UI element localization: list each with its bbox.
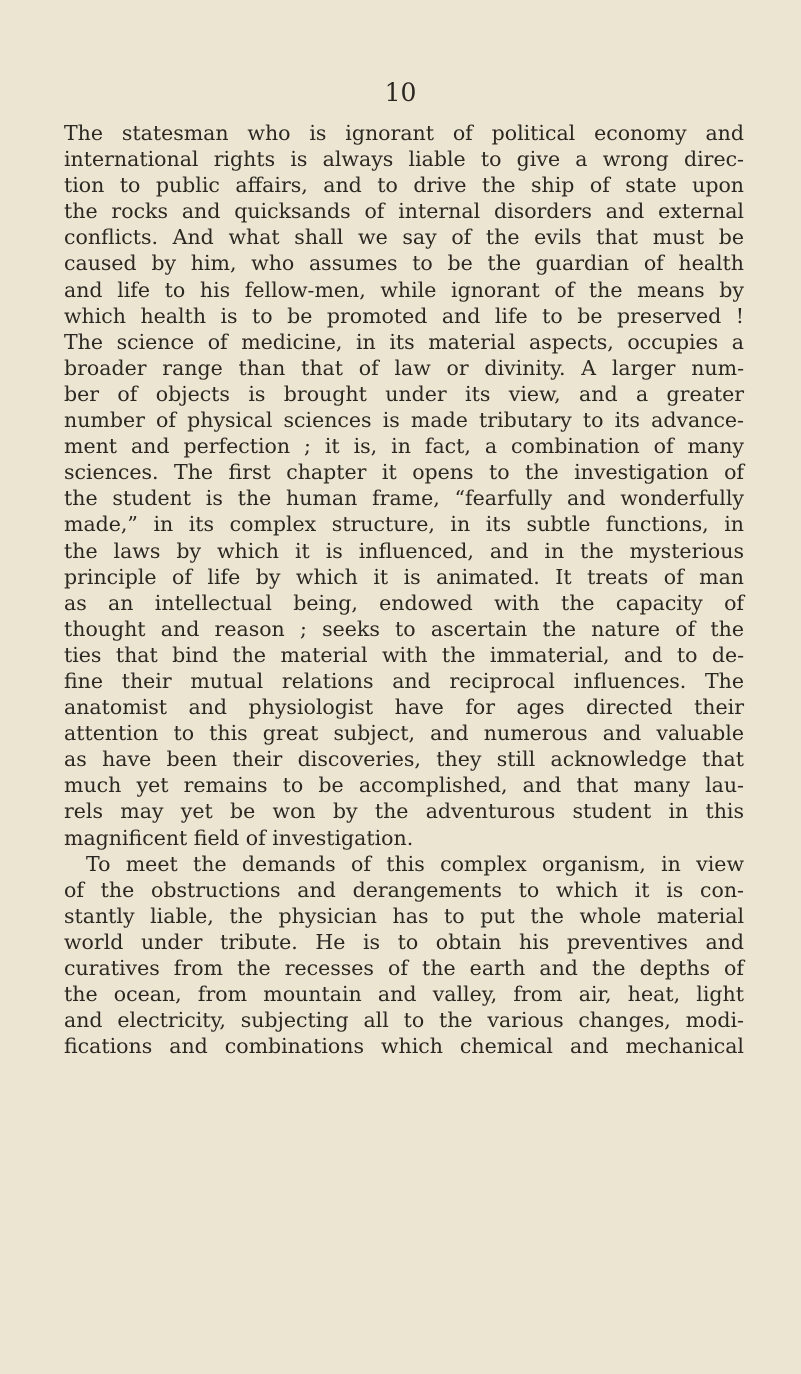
text-line: rels may yet be won by the adventurous student in this <box>64 799 744 824</box>
text-line: caused by him, who assumes to be the guardian of health <box>64 251 744 276</box>
paragraph <box>64 120 744 851</box>
text-line: curatives from the recesses of the earth and the depths of <box>64 956 744 980</box>
body-text <box>64 120 744 1059</box>
text-line: and life to his fellow-men, while ignorant of the means by <box>64 277 744 302</box>
text-line: tion to public affairs, and to drive the ship of state upon <box>64 173 744 198</box>
text-line: The science of medicine, in its material aspects, occupies a <box>64 329 744 354</box>
text-line: The statesman who is ignorant of political economy and <box>64 121 744 145</box>
text-line: much yet remains to be accomplished, and that many lau- <box>64 773 744 798</box>
text-line: world under tribute. He is to obtain his preventives and <box>64 929 744 954</box>
text-line: fications and combinations which chemical and mechanical <box>64 1034 744 1059</box>
text-line: of the obstructions and derangements to which it is con- <box>64 877 744 902</box>
text-line: the laws by which it is influenced, and in the mysterious <box>64 538 744 563</box>
text-line: as have been their discoveries, they still acknowledge that <box>64 747 744 772</box>
text-line: made,” in its complex structure, in its subtle functions, in <box>64 512 744 537</box>
text-line: international rights is always liable to give a wrong direc- <box>64 147 744 172</box>
text-line: stantly liable, the physician has to put the whole material <box>64 903 744 928</box>
text-line: ties that bind the material with the immaterial, and to de- <box>64 642 744 667</box>
text-line: anatomist and physiologist have for ages directed their <box>64 695 744 720</box>
text-line: conflicts. And what shall we say of the evils that must be <box>64 225 744 250</box>
text-line: ber of objects is brought under its view, and a greater <box>64 381 744 406</box>
text-line: which health is to be promoted and life to be preserved ! <box>64 303 744 328</box>
text-line: ment and perfection ; it is, in fact, a combination of many <box>64 434 744 459</box>
text-line: and electricity, subjecting all to the various changes, modi- <box>64 1008 744 1033</box>
paragraph <box>64 851 744 1060</box>
text-line: the student is the human frame, “fearfully and wonderfully <box>64 486 744 511</box>
text-line: fine their mutual relations and reciprocal influences. The <box>64 668 744 693</box>
text-line: magnificent field of investigation. <box>64 825 414 850</box>
page-number: 10 <box>384 78 417 107</box>
text-line: principle of life by which it is animated. It treats of man <box>64 564 744 589</box>
text-line: broader range than that of law or divinity. A larger num- <box>64 355 744 380</box>
text-line: the rocks and quicksands of internal disorders and external <box>64 199 744 224</box>
text-line: the ocean, from mountain and valley, from air, heat, light <box>64 982 744 1007</box>
text-line: sciences. The first chapter it opens to the investigation of <box>64 460 744 485</box>
text-line: number of physical sciences is made tributary to its advance- <box>64 408 744 433</box>
text-line: attention to this great subject, and numerous and valuable <box>64 721 744 746</box>
text-line: as an intellectual being, endowed with the capacity of <box>64 590 744 615</box>
text-line: thought and reason ; seeks to ascertain the nature of the <box>64 616 744 641</box>
text-line: To meet the demands of this complex organism, in view <box>86 851 744 876</box>
